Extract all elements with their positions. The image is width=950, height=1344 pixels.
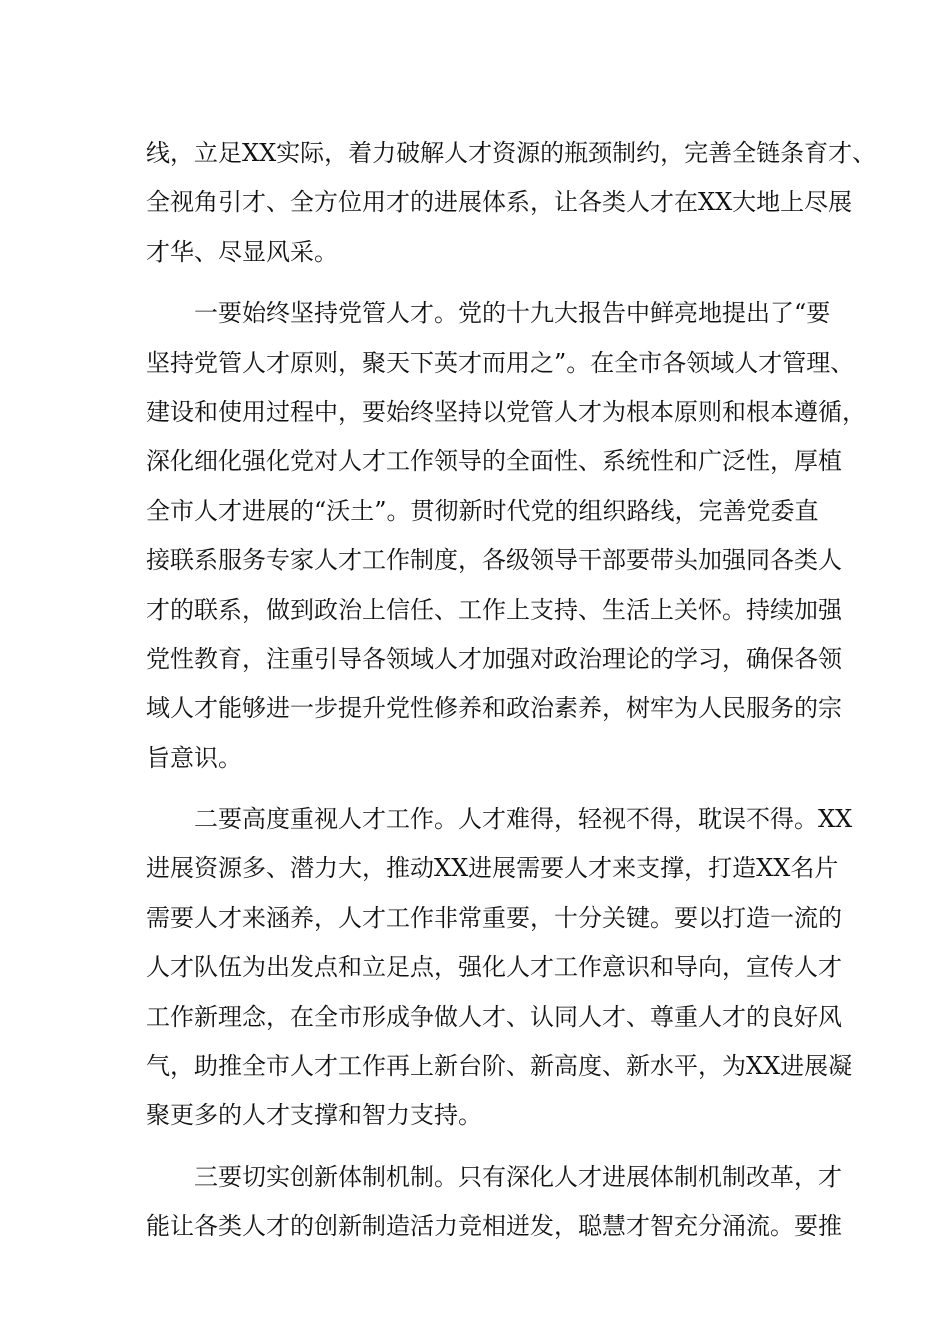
paragraph bbox=[146, 1153, 842, 1252]
text-line: 聚更多的人才支撑和智力支持。 bbox=[146, 1101, 482, 1130]
text-line: 才华、尽显风采。 bbox=[146, 237, 338, 266]
text-line: 深化细化强化党对人才工作领导的全面性、系统性和广泛性，厚植 bbox=[146, 447, 842, 476]
text-line: 三要切实创新体制机制。只有深化人才进展体制机制改革，才 bbox=[194, 1162, 842, 1191]
text-line: 工作新理念，在全市形成争做人才、认同人才、尊重人才的良好风 bbox=[146, 1002, 842, 1031]
text-line: 建设和使用过程中，要始终坚持以党管人才为根本原则和根本遵循， bbox=[146, 397, 866, 426]
text-line: 人才队伍为出发点和立足点，强化人才工作意识和导向，宣传人才 bbox=[146, 953, 842, 982]
body-text bbox=[146, 129, 877, 1252]
text-line: 全视角引才、全方位用才的进展体系，让各类人才在XX大地上尽展 bbox=[146, 188, 853, 217]
text-line: 坚持党管人才原则，聚天下英才而用之”。在全市各领域人才管理、 bbox=[146, 348, 855, 377]
paragraph bbox=[146, 289, 866, 783]
text-line: 接联系服务专家人才工作制度，各级领导干部要带头加强同各类人 bbox=[146, 546, 842, 575]
text-line: 进展资源多、潜力大，推动XX进展需要人才来支撑，打造XX名片 bbox=[146, 854, 839, 883]
text-line: 旨意识。 bbox=[146, 743, 242, 772]
text-line: 二要高度重视人才工作。人才难得，轻视不得，耽误不得。XX bbox=[194, 805, 853, 834]
text-line: 气，助推全市人才工作再上新台阶、新高度、新水平，为XX进展凝 bbox=[146, 1052, 853, 1081]
text-line: 线，立足XX实际，着力破解人才资源的瓶颈制约，完善全链条育才、 bbox=[146, 139, 877, 167]
text-line: 党性教育，注重引导各领域人才加强对政治理论的学习，确保各领 bbox=[146, 644, 842, 673]
paragraph bbox=[146, 795, 853, 1141]
text-line: 域人才能够进一步提升党性修养和政治素养，树牢为人民服务的宗 bbox=[146, 694, 842, 723]
text-line: 能让各类人才的创新制造活力竞相迸发，聪慧才智充分涌流。要推 bbox=[146, 1212, 842, 1241]
text-line: 才的联系，做到政治上信任、工作上支持、生活上关怀。持续加强 bbox=[146, 595, 842, 624]
text-line: 一要始终坚持党管人才。党的十九大报告中鲜亮地提出了“要 bbox=[194, 299, 831, 328]
text-line: 需要人才来涵养，人才工作非常重要，十分关键。要以打造一流的 bbox=[146, 903, 842, 932]
text-line: 全市人才进展的“沃土”。贯彻新时代党的组织路线，完善党委直 bbox=[146, 496, 819, 525]
paragraph bbox=[146, 129, 877, 277]
